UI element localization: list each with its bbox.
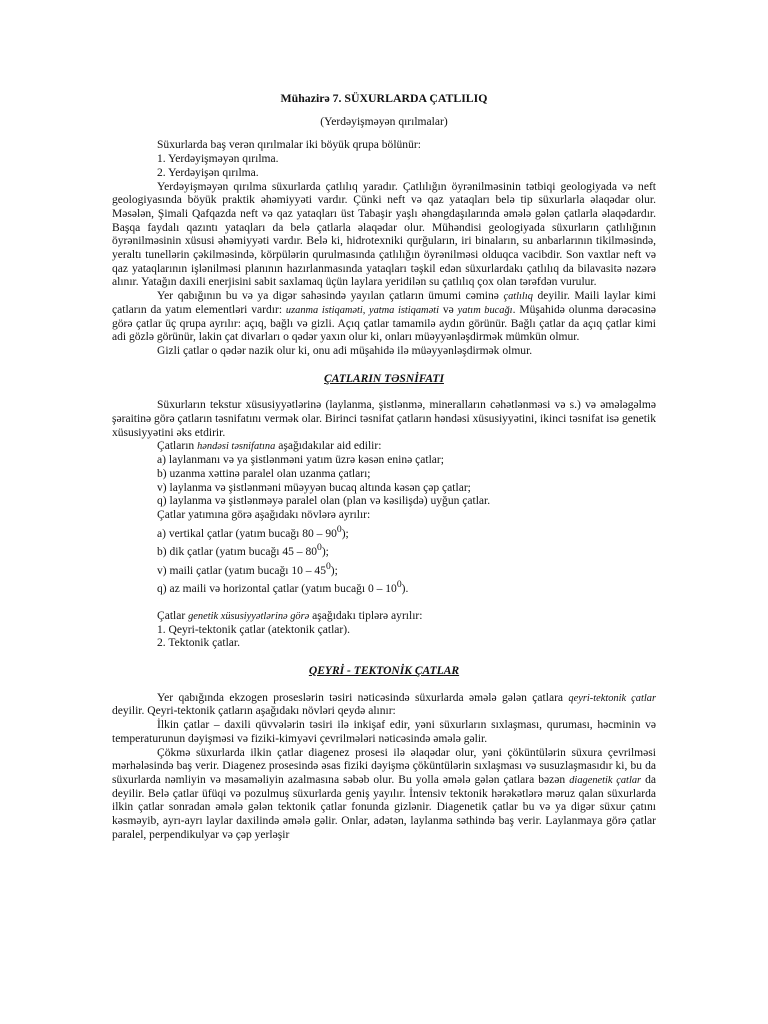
intro-sentence: Süxurlarda baş verən qırılmalar iki böyük qrupa bölünür: xyxy=(157,139,421,152)
list-item: a) laylanmanı və ya şistlənməni yatım üzrə kəsən eninə çatlar; xyxy=(157,454,444,467)
text-run: və xyxy=(438,303,458,316)
spacer xyxy=(112,597,656,610)
intro-item: 2. Yerdəyişən qırılma. xyxy=(157,166,259,179)
term-catliliq: çatlılıq xyxy=(503,291,533,303)
intro-item: 1. Yerdəyişməyən qırılma. xyxy=(157,153,279,166)
text-run: Çatların xyxy=(157,440,198,453)
degree-sup: 0 xyxy=(396,579,402,591)
paragraph-primary-cracks: İlkin çatlar – daxili qüvvələrin təsiri ilə inkişaf edir, yəni süxurların sıxlaşması, quruması, həcminin və temperaturunun dəyişməsi və fiziki-kimyəvi çevrilmələri nəticəsində əmələ gəlir. xyxy=(112,719,656,745)
text-run: Çatlar xyxy=(157,609,189,622)
lecture-title: Mühazirə 7. SÜXURLARDA ÇATLILIQ xyxy=(280,91,488,105)
term-diagenetic: diagenetik çatlar xyxy=(569,774,642,786)
text-run: da deyilir. Belə çatlar üfüqi və pozulmuş süxurlarda geniş yayılır. İntensiv tektonik hərəkətlərə məruz qalan süxurlarda ilkin çatlar sonradan əmələ gələn tektonik çatlar fonunda gizlənir. Diagenetik çatlar bu və ya digər süxur çatını kəsməyib, ayrı-ayrı laylar daxilində əmələ gəlir. Onlar, adətən, laylanma səthində baş verir. Laylanmaya görə çatlar paralel, perpendikulyar və çəp yerləşir xyxy=(112,773,656,841)
text-run: ). xyxy=(401,583,409,596)
paragraph-diagenesis xyxy=(112,747,656,843)
dip-list xyxy=(112,523,656,597)
text-run: aşağıdakılar aid edilir: xyxy=(275,440,382,453)
text-run: deyilir. Qeyri-tektonik çatların aşağıdakı növləri qeydə alınır: xyxy=(112,705,396,718)
geometric-list xyxy=(112,454,656,509)
list-item xyxy=(112,541,656,560)
term-elements: uzanma istiqaməti, yatma istiqaməti xyxy=(285,304,439,316)
text-run: b) dik çatlar (yatım bucağı 45 – 80 xyxy=(157,546,318,559)
text-run: Çökmə süxurlarda ilkin çatlar diagenez prosesi ilə əlaqədar olur, yəni çöküntülərin süxura çevrilməsi mərhələsində baş verir. Diagenez prosesində əsas fiziki dəyişmə çöküntülərin sıxlaşması və susuzlaşmasıdır ki, bu da süxurlarda nəmliyin və məsaməliyin azalmasına səbəb olur. Bu yolla əmələ gələn çatlara bəzən xyxy=(112,746,656,786)
list-item: b) uzanma xəttinə paralel olan uzanma çatları; xyxy=(157,467,371,480)
section-heading-non-tectonic: QEYRİ - TEKTONİK ÇATLAR xyxy=(308,664,460,677)
lecture-subtitle: (Yerdəyişməyən qırılmalar) xyxy=(320,115,448,128)
document-page xyxy=(112,92,656,842)
list-item: 1. Qeyri-tektonik çatlar (atektonik çatlar). xyxy=(157,623,351,636)
text-run: aşağıdakı tiplərə ayrılır: xyxy=(309,609,423,622)
paragraph-definition xyxy=(112,290,656,345)
paragraph-intro: Yerdəyişməyən qırılma süxurlarda çatlılıq yaradır. Çatlılığın öyrənilməsinin tətbiqi geologiyada və neft geologiyasında böyük praktik əhəmiyyəti vardır. Çünki neft və qaz yataqları belə tip süxurlarla əlaqədar olur. Məsələn, Şimali Qafqazda neft və qaz yataqları üst Tabaşir yaşlı əhəngdaşılarında əmələ gələn çatlarla əlaqədardır. Başqa faydalı qazıntı yataqları da belə çatlarla əlaqədar olur. Mühəndisi geologiyada süxurların çatlılığının öyrənilməsinin xüsusi əhəmiyyəti vardır. Belə ki, hidrotexniki qurğuların, iri binaların, su anbarlarının tikilməsində, yeraltı tunellərin çəkilməsində, körpülərin qurulmasında çatlılığın öyrənilməsi olduqca vacibdir. Son vaxtlar neft və qaz yataqlarının işlənilməsi planının hazırlanmasında yataqları təşkil edən süxurlardakı çatlılıq da bilavasitə nəzərə alınır. Yatağın daxili enerjisini sabit saxlamaq üçün laylara yeridilən su çatlılıq çox olan tərəfdən vurulur. xyxy=(112,180,656,289)
genetic-intro xyxy=(112,610,656,624)
term-geometric: həndəsi təsnifatına xyxy=(197,441,276,453)
section-heading-classification: ÇATLARIN TƏSNİFATI xyxy=(324,372,444,385)
paragraph-hidden-cracks: Gizli çatlar o qədər nazik olur ki, onu adi müşahidə ilə müəyyənləşdirmək olmur. xyxy=(157,344,533,357)
degree-sup: 0 xyxy=(325,560,331,572)
text-run: ); xyxy=(321,546,329,559)
text-run: v) maili çatlar (yatım bucağı 10 – 45 xyxy=(157,564,326,577)
term-genetic: genetik xüsusiyyətlərinə görə xyxy=(188,610,310,622)
list-item xyxy=(112,523,656,542)
list-item: v) laylanma və şistlənməni müəyyən bucaq altında kəsən çəp çatlar; xyxy=(157,481,471,494)
term-angle: yatım bucağı xyxy=(457,304,513,316)
dip-intro: Çatlar yatımına görə aşağıdakı növlərə ayrılır: xyxy=(157,508,371,521)
text-run: q) az maili və horizontal çatlar (yatım bucağı 0 – 10 xyxy=(157,583,397,596)
text-run: Yer qabığının bu və ya digər sahəsində yayılan çatların ümumi cəminə xyxy=(157,290,504,303)
list-item xyxy=(112,578,656,597)
geometric-intro xyxy=(112,440,656,454)
paragraph-non-tectonic xyxy=(112,692,656,719)
text-run: deyilir. Maili laylar kimi çatların da yatım elementləri vardır: xyxy=(112,290,656,316)
text-run: . Müşahidə olunma dərəcəsinə görə çatlar üç qrupa ayrılır: açıq, bağlı və gizli. Açıq çatlar tamamilə aydın görünür. Bağlı çatlar da açıq çatlar kimi adi gözlə görünür, lakin çat divarları o qədər yaxın olur ki, onları müəyyənləşdirmək mümkün olmur. xyxy=(112,303,656,344)
term-non-tectonic: qeyri-tektonik çatlar xyxy=(568,692,656,704)
list-item: q) laylanma və şistlənməyə paralel olan (plan və kəsilişdə) uyğun çatlar. xyxy=(157,495,491,508)
degree-sup: 0 xyxy=(336,523,342,535)
text-run: Yer qabığında ekzogen proseslərin təsiri nəticəsində süxurlarda əmələ gələn çatlara xyxy=(157,691,569,704)
list-item: 2. Tektonik çatlar. xyxy=(157,637,240,650)
text-run: ); xyxy=(330,564,338,577)
degree-sup: 0 xyxy=(317,542,322,554)
paragraph-classification: Süxurların tekstur xüsusiyyətlərinə (laylanma, şistlənmə, mineralların cəhətlənməsi və s.) və əmələgəlmə şəraitinə görə çatların təsnifatını vermək olar. Birinci təsnifat çatların həndəsi xüsusiyyətini, ikinci təsnifat isə genetik xüsusiyyətini əks etdirir. xyxy=(112,399,656,439)
text-run: a) vertikal çatlar (yatım bucağı 80 – 90 xyxy=(157,527,337,540)
list-item xyxy=(112,560,656,579)
text-run: ); xyxy=(341,527,349,540)
